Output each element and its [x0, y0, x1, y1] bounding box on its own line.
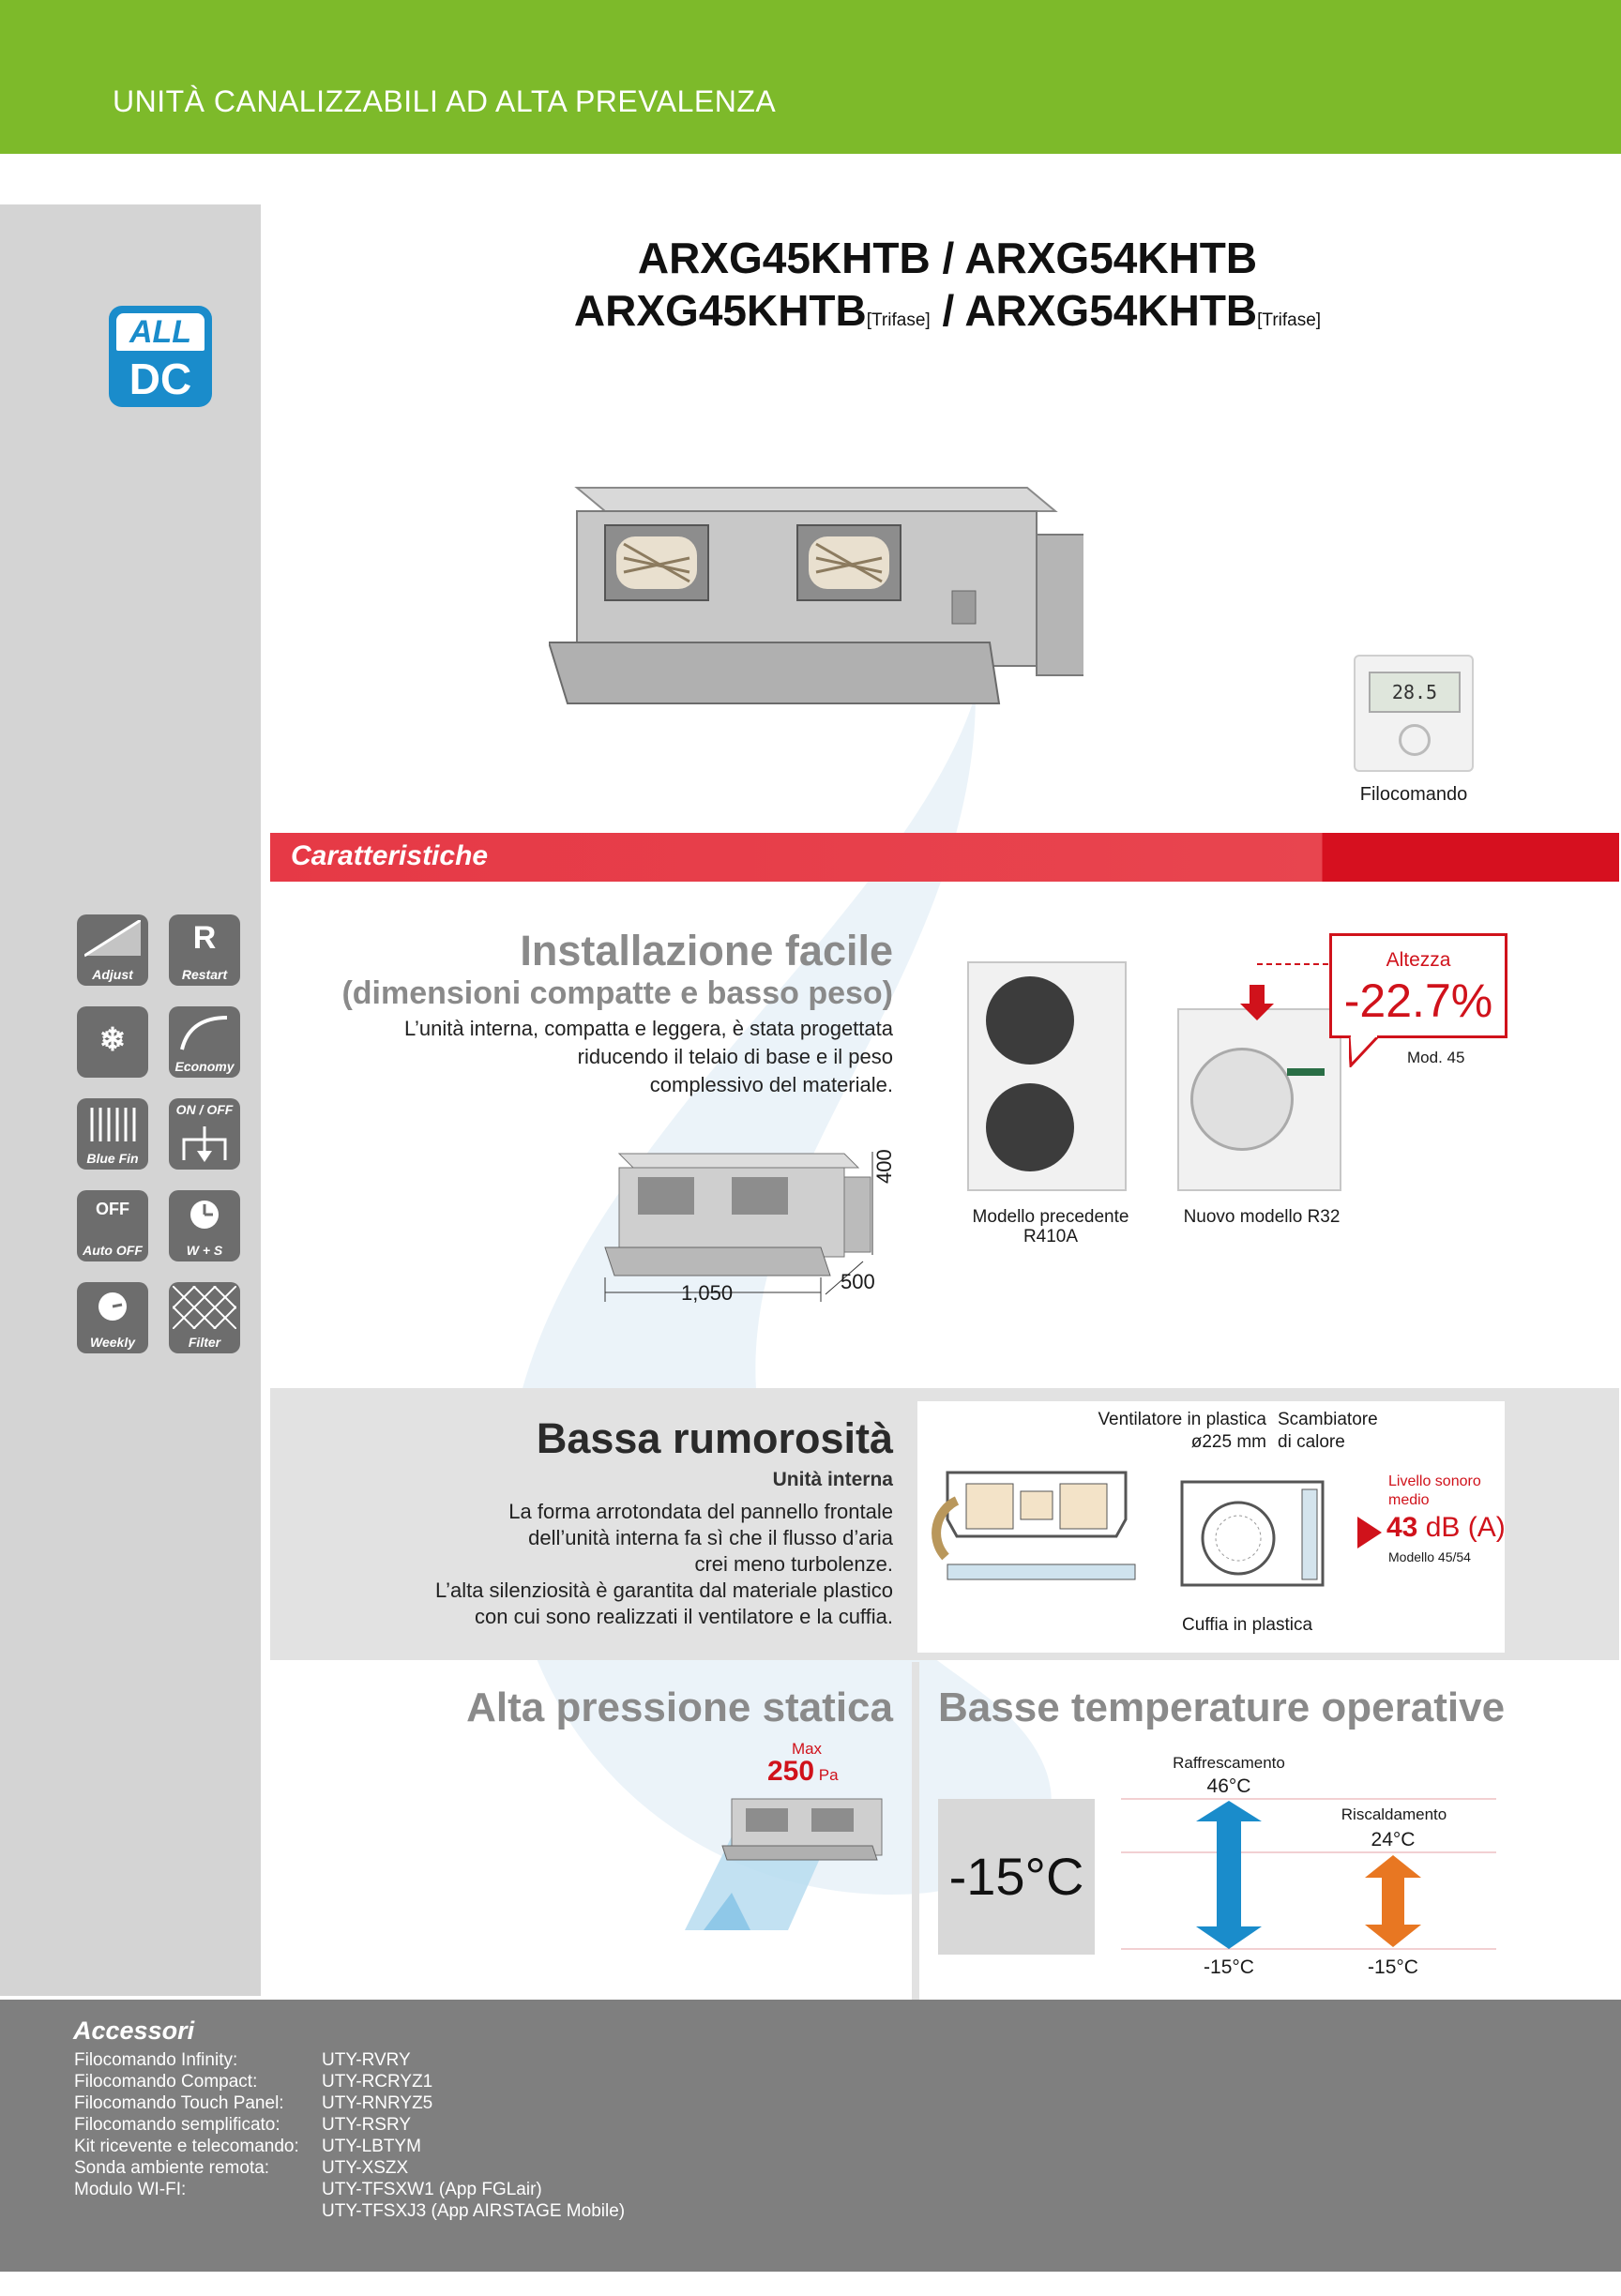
pressure-value — [767, 1756, 839, 1788]
model-name: ARXG45KHTB — [573, 286, 867, 335]
indoor-unit-image — [549, 469, 1083, 722]
exchanger-label-line: Scambiatore — [1278, 1410, 1378, 1429]
page-header-title: UNITÀ CANALIZZABILI AD ALTA PREVALENZA — [113, 84, 777, 118]
feature-label: W + S — [186, 1243, 223, 1258]
feature-label: Weekly — [90, 1335, 135, 1350]
accessory-code: UTY-RNRYZ5 — [322, 2093, 433, 2113]
model-title-2 — [281, 285, 1613, 336]
noise-heading: Bassa rumorosità — [536, 1414, 893, 1462]
height-callout-note: Mod. 45 — [1407, 1049, 1465, 1066]
dim-width: 1,050 — [681, 1281, 734, 1305]
fan-cross-section — [929, 1463, 1370, 1613]
sound-level-line: medio — [1388, 1492, 1430, 1508]
height-callout-value: -22.7% — [1343, 974, 1493, 1027]
feature-label: ON / OFF — [175, 1102, 234, 1117]
on-off-timer-icon — [169, 1098, 240, 1170]
remote-dial — [1399, 724, 1431, 756]
cooling-max: 46°C — [1206, 1775, 1251, 1797]
sound-level-value — [1386, 1512, 1506, 1544]
install-subheading: (dimensioni compatte e basso peso) — [341, 975, 893, 1011]
accessories-title: Accessori — [73, 2017, 195, 2045]
sound-level-label — [1388, 1473, 1481, 1510]
week-summer-icon — [169, 1190, 240, 1261]
cooling-label: Raffrescamento — [1173, 1754, 1285, 1772]
cover-label: Cuffia in plastica — [1182, 1615, 1313, 1635]
temps-heading: Basse temperature operative — [938, 1684, 1506, 1730]
noise-body-line: La forma arrotondata del pannello frontale — [508, 1500, 893, 1523]
accessory-code: UTY-LBTYM — [322, 2137, 421, 2156]
fan-grille — [986, 976, 1074, 1065]
accessory-name: Filocomando semplificato: — [74, 2115, 280, 2135]
fan-label-line: ø225 mm — [1190, 1432, 1266, 1452]
accessory-code: UTY-RVRY — [322, 2050, 411, 2070]
sound-level-number: 43 — [1386, 1512, 1418, 1543]
height-callout — [1329, 933, 1507, 1038]
min-temp-box: -15°C — [938, 1799, 1095, 1955]
fan-label-line: Ventilatore in plastica — [1098, 1410, 1266, 1429]
cooling-min: -15°C — [1204, 1956, 1254, 1978]
pressure-unit-image — [647, 1790, 891, 1930]
feature-label: Blue Fin — [86, 1151, 139, 1166]
pressure-unit: Pa — [814, 1766, 839, 1784]
features-bar-label: Caratteristiche — [291, 840, 489, 871]
pressure-heading: Alta pressione statica — [466, 1684, 893, 1730]
noise-body-line: con cui sono realizzati il ventilatore e la cuffia. — [475, 1605, 893, 1628]
model-title-1: ARXG45KHTB / ARXG54KHTB — [637, 234, 1258, 282]
sound-level-note: Modello 45/54 — [1388, 1549, 1471, 1564]
install-body — [330, 1015, 893, 1099]
new-model-caption: Nuovo modello R32 — [1183, 1207, 1341, 1227]
callout-pointer — [1349, 1035, 1381, 1067]
model-tag: [Trifase] — [866, 310, 931, 330]
fan-label — [1069, 1409, 1266, 1454]
defrost-icon — [77, 1006, 148, 1078]
accessory-name: Kit ricevente e telecomando: — [74, 2137, 299, 2156]
heating-max: 24°C — [1371, 1829, 1416, 1850]
sound-level-unit: dB (A) — [1417, 1512, 1506, 1543]
install-body-line: riducendo il telaio di base e il peso — [577, 1045, 893, 1068]
accessory-code: UTY-RCRYZ1 — [322, 2072, 433, 2092]
feature-label: Economy — [174, 1059, 235, 1074]
old-model-caption — [947, 1207, 1154, 1246]
pressure-number: 250 — [767, 1756, 815, 1787]
restart-icon — [169, 914, 240, 986]
remote-controller-image — [1354, 655, 1474, 772]
dim-depth: 500 — [841, 1270, 875, 1293]
blue-fin-icon — [77, 1098, 148, 1170]
accessory-code: UTY-XSZX — [322, 2158, 409, 2178]
page-header — [0, 0, 1621, 154]
noise-body-line: L’alta silenziosità è garantita dal materiale plastico — [435, 1578, 893, 1602]
model-name: ARXG54KHTB — [964, 286, 1258, 335]
feature-label: Filter — [188, 1335, 221, 1350]
feature-label: Adjust — [92, 967, 133, 982]
accessory-name: Sonda ambiente remota: — [74, 2158, 270, 2178]
badge-top: ALL — [116, 313, 205, 351]
old-outdoor-unit-image — [967, 961, 1127, 1191]
remote-caption: Filocomando — [1359, 784, 1468, 805]
old-model-line: Modello precedente — [972, 1207, 1129, 1227]
weekly-timer-icon — [77, 1282, 148, 1353]
pressure-max-label: Max — [791, 1740, 823, 1758]
noise-subheading: Unità interna — [772, 1469, 893, 1490]
noise-body-line: crei meno turbolenze. — [694, 1552, 893, 1576]
exchanger-label-line: di calore — [1278, 1432, 1345, 1452]
sound-level-pointer-icon — [1357, 1517, 1382, 1548]
old-model-line: R410A — [1023, 1227, 1079, 1246]
accessory-name: Filocomando Infinity: — [74, 2050, 238, 2070]
accessory-name: Filocomando Touch Panel: — [74, 2093, 284, 2113]
heating-label: Riscaldamento — [1341, 1805, 1447, 1823]
feature-glyph: OFF — [96, 1200, 129, 1218]
accessory-code: UTY-RSRY — [322, 2115, 412, 2135]
install-heading: Installazione facile — [520, 927, 893, 974]
sound-level-line: Livello sonoro — [1388, 1473, 1481, 1489]
feature-glyph: R — [192, 920, 217, 956]
filter-icon — [169, 1282, 240, 1353]
brand-plate — [1287, 1068, 1325, 1076]
dimension-drawing — [591, 1144, 901, 1322]
height-callout-label: Altezza — [1386, 949, 1451, 971]
noise-body — [311, 1499, 893, 1630]
model-separator: / — [930, 286, 965, 335]
accessories-section — [0, 2000, 1621, 2272]
accessory-name: Modulo WI-FI: — [74, 2180, 187, 2199]
feature-label: Auto OFF — [83, 1243, 143, 1258]
feature-label: Restart — [181, 967, 228, 982]
noise-body-line: dell’unità interna fa sì che il flusso d’aria — [528, 1526, 893, 1549]
fan-grille — [986, 1083, 1074, 1171]
accessory-code: UTY-TFSXJ3 (App AIRSTAGE Mobile) — [322, 2201, 626, 2221]
auto-off-icon — [77, 1190, 148, 1261]
adjust-icon — [77, 914, 148, 986]
economy-icon — [169, 1006, 240, 1078]
feature-glyph: ❄ — [98, 1022, 127, 1058]
remote-display: 28.5 — [1369, 672, 1461, 713]
install-body-line: complessivo del materiale. — [649, 1073, 893, 1096]
accessory-code: UTY-TFSXW1 (App FGLair) — [322, 2180, 542, 2199]
dim-height: 400 — [872, 1149, 896, 1184]
badge-bottom: DC — [129, 355, 192, 403]
heating-min: -15°C — [1368, 1956, 1418, 1978]
all-dc-badge — [109, 306, 212, 407]
exchanger-label — [1278, 1409, 1378, 1454]
section-divider — [912, 1662, 919, 2000]
accessory-name: Filocomando Compact: — [74, 2072, 258, 2092]
install-body-line: L’unità interna, compatta e leggera, è stata progettata — [403, 1017, 893, 1040]
model-tag: [Trifase] — [1257, 310, 1322, 330]
